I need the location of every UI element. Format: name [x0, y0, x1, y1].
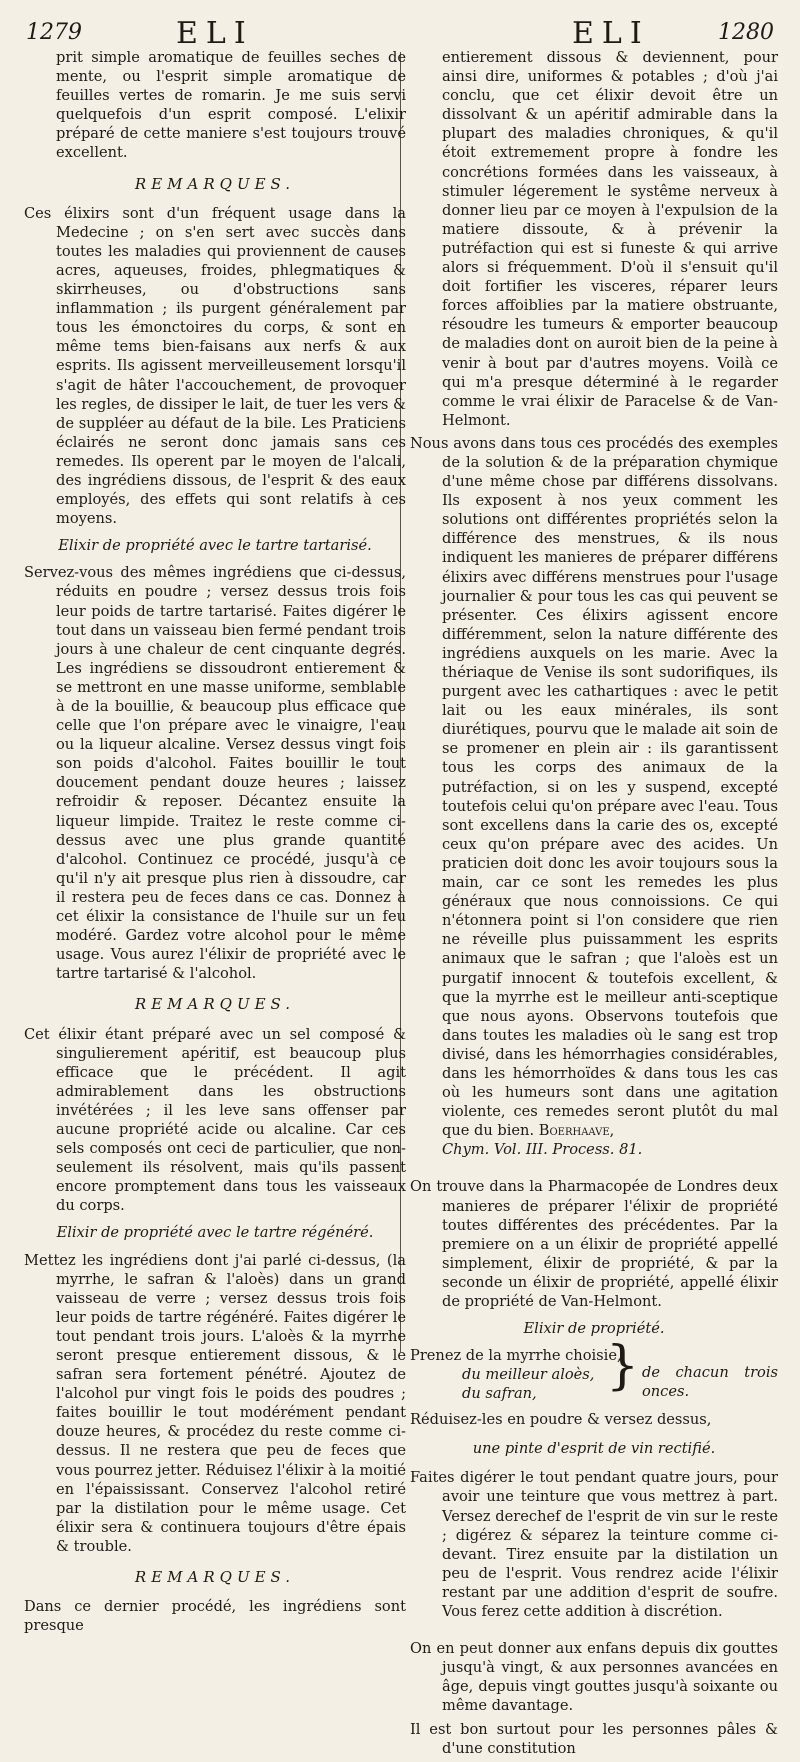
citation-author: Boerhaave,: [538, 1122, 615, 1140]
citation-reference: Chym. Vol. III. Process. 81.: [442, 1141, 643, 1159]
left-column: [24, 48, 406, 1639]
paragraph-text: Nous avons dans tous ces procédés des exemples de la solution & de la préparation chymique d'une même chose par différens dissolvans. Ils exposent à nos yeux comment les solutions ont différentes propriétés selon la différence des menstrues, & ils nous indiquent les manieres de préparer différens élixirs avec différens menstrues pour l'usage journalier & pour tous les cas qui peuvent se présenter. Ces élixirs agissent encore différemment, selon la nature différente des ingrédiens auxquels on les marie. Avec la thériaque de Venise ils sont sudorifiques, ils purgent avec les cathartiques : avec le petit lait ou les eaux minérales, ils sont diurétiques, pourvu que le malade ait soin de se promener en plein air : ils garantissent tous les corps des animaux de la putréfaction, si on les y suspend, excepté toutefois celui qu'on prépare avec l'eau. Tous sont excellens dans la carie des os, excepté ceux qu'on prépare avec des acides. Un praticien doit donc les avoir toujours sous la main, car ce sont les remedes les plus généraux que nous connoissions. Ce qui n'étonnera point si l'on considere que rien ne réveille plus puissamment les esprits animaux que le safran ; que l'aloès est un purgatif innocent & toutefois excellent, & que la myrrhe est le meilleur anti-sceptique que nous ayons. Observons toutefois que dans toutes les maladies où le sang est trop divisé, dans les hémorrhagies considérables, dans les hémorrhoïdes & dans tous les cas où les humeurs sont dans une agitation violente, ces remedes seront plutôt du mal que du bien.: [410, 434, 778, 1140]
right-column: [410, 48, 778, 1762]
running-title-left: ELI: [176, 16, 254, 51]
paragraph: Dans ce dernier procédé, les ingrédiens sont presque: [24, 1598, 406, 1635]
paragraph: Cet élixir étant préparé avec un sel composé & singulierement apéritif, est beaucoup plus efficace que le précédent. Il agit admirablement dans les obstructions invétérées ; il les leve sans offenser par aucune propriété acide ou alcaline. Car ces sels composés ont ceci de particulier, que non-seulement ils résolvent, mais qu'ils passent encore promptement dans tous les vaisseaux du corps.: [24, 1025, 406, 1215]
recipe-line: du meilleur aloès,: [462, 1366, 595, 1384]
subheading: Elixir de propriété avec le tartre régénéré.: [56, 1224, 374, 1242]
paragraph: Il est bon surtout pour les personnes pâles & d'une constitution: [410, 1720, 778, 1757]
paragraph: On en peut donner aux enfans depuis dix gouttes jusqu'à vingt, & aux personnes avancées en âge, depuis vingt gouttes jusqu'à soixante ou même davantage.: [410, 1640, 778, 1715]
paragraph: prit simple aromatique de feuilles seches de mente, ou l'esprit simple aromatique de feuilles vertes de romarin. Je me suis servi quelquefois d'un esprit composé. L'elixir préparé de cette maniere s'est toujours trouvé excellent.: [56, 49, 406, 162]
recipe-line: Prenez de la myrrhe choisie,: [410, 1347, 622, 1365]
page-number-left: 1279: [26, 20, 82, 45]
spacer: [410, 1625, 778, 1639]
paragraph: Servez-vous des mêmes ingrédiens que ci-dessus, réduits en poudre ; versez dessus trois fois leur poids de tartre tartarisé. Faites digérer le tout dans un vaisseau bien fermé pendant trois jours à une chaleur de cent cinquante degrés. Les ingrédiens se dissoudront entierement & se mettront en une masse uniforme, semblable à de la bouillie, & beaucoup plus efficace que celle que l'on prépare avec le vinaigre, l'eau ou la liqueur alcaline. Versez dessus vingt fois son poids d'alcohol. Faites bouillir le tout doucement pendant douze heures ; laissez refroidir & reposer. Décantez ensuite la liqueur limpide. Traitez le reste comme ci-dessus avec une plus grande quantité d'alcohol. Continuez ce procédé, jusqu'à ce qu'il n'y ait presque plus rien à dissoudre, car il restera peu de feces dans ce cas. Donnez à cet élixir la consistance de l'huile sur un feu modéré. Gardez votre alcohol pour le même usage. Vous aurez l'élixir de propriété avec le tartre tartarisé & l'alcohol.: [24, 564, 406, 983]
section-heading: REMARQUES.: [134, 174, 296, 193]
recipe-line: du safran,: [462, 1385, 537, 1403]
paragraph: [410, 434, 778, 1160]
subheading: Elixir de propriété avec le tartre tartarisé.: [58, 537, 372, 555]
paragraph: Réduisez-les en poudre & versez dessus,: [410, 1411, 712, 1429]
paragraph: Faites digérer le tout pendant quatre jours, pour avoir une teinture que vous mettrez à part. Versez derechef de l'esprit de vin sur le reste ; digérez & séparez la teinture comme ci-devant. Tirez ensuite par la distilation un peu de l'esprit. Vous rendrez acide l'élixir restant par une addition d'esprit de soufre. Vous ferez cette addition à discrétion.: [410, 1469, 778, 1621]
section-heading: REMARQUES.: [134, 1568, 296, 1587]
paragraph: entierement dissous & deviennent, pour ainsi dire, uniformes & potables ; d'où j'ai conclu, que cet élixir devoit être un dissolvant & un apéritif admirable dans la plupart des maladies chroniques, & qu'il étoit extremement propre à fondre les concrétions formées dans les vaisseaux, à stimuler légerement le systême nerveux à donner lieu par ce moyen à l'expulsion de la matiere dissoute, & à prévenir la putréfaction qui est si funeste & qui arrive alors si fréquemment. D'où il s'ensuit qu'il doit fortifier les visceres, réparer leurs forces affoiblies par la matiere obstruante, résoudre les tumeurs & emporter beaucoup de maladies dont on auroit bien de la peine à venir à bout par d'autres moyens. Voilà ce qui m'a presque déterminé à le regarder comme le vrai élixir de Paracelse & de Van-Helmont.: [442, 49, 778, 429]
running-title-right: ELI: [572, 16, 650, 51]
paragraph: Mettez les ingrédiens dont j'ai parlé ci-dessus, (la myrrhe, le safran & l'aloès) dans un grand vaisseau de verre ; versez dessus trois fois leur poids de tartre régénéré. Faites digérer le tout pendant trois jours. L'aloès & la myrrhe seront presque entierement dissous, & le safran sera fortement pénétré. Ajoutez de l'alcohol pur vingt fois le poids des poudres ; faites bouillir le tout modérément pendant douze heures, & procédez du reste comme ci-dessus. Il ne restera que peu de feces que vous pourrez jetter. Réduisez l'élixir à la moitié en l'épaississant. Conservez l'alcohol retiré par la distilation pour le même usage. Cet élixir sera & continuera toujours d'être épais & trouble.: [24, 1251, 406, 1555]
running-header: [0, 6, 800, 50]
spacer: [410, 1163, 778, 1177]
subheading: Elixir de propriété.: [523, 1320, 665, 1338]
page-number-right: 1280: [718, 20, 774, 45]
section-heading: REMARQUES.: [134, 995, 296, 1014]
recipe-instruction: une pinte d'esprit de vin rectifié.: [472, 1440, 716, 1458]
paragraph: Ces élixirs sont d'un fréquent usage dans la Medecine ; on s'en sert avec succès dans toutes les maladies qui proviennent de causes acres, aqueuses, froides, phlegmatiques & skirrheuses, ou d'obstructions sans inflammation ; ils purgent généralement par tous les émonctoires du corps, & sont en même tems bien-faisans aux nerfs & aux esprits. Ils agissent merveilleusement lorsqu'il s'agit de hâter l'accouchement, de provoquer les regles, de dissiper le lait, de tuer les vers & de suppléer au défaut de la bile. Les Praticiens éclairés ne seront donc jamais sans ces remedes. Ils operent par le moyen de l'alcali, des ingrédiens dissous, de l'esprit & des eaux employés, des effets qui sont relatifs à ces moyens.: [24, 204, 406, 528]
recipe-quantity: de chacun trois onces.: [642, 1364, 778, 1401]
brace-glyph: }: [606, 1336, 640, 1397]
paragraph: On trouve dans la Pharmacopée de Londres deux manieres de préparer l'élixir de propriété toutes différentes des précédentes. Par la premiere on a un élixir de propriété appellé simplement, élixir de propriété, & par la seconde un élixir de propriété, appellé élixir de propriété de Van-Helmont.: [410, 1178, 778, 1310]
recipe-block: [410, 1336, 778, 1404]
